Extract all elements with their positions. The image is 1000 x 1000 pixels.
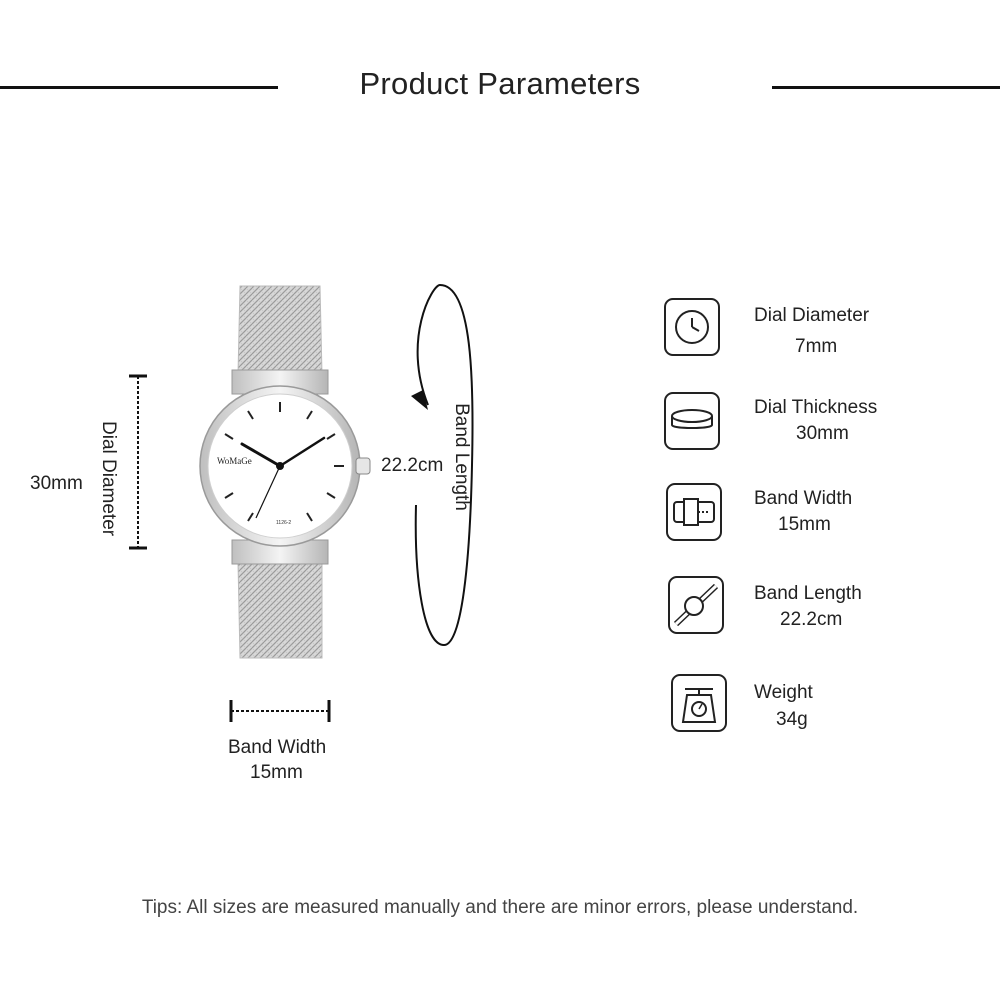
param-weight-value: 34g — [776, 709, 808, 730]
band-width-icon — [666, 483, 722, 541]
top-band — [238, 286, 322, 374]
param-dial-thickness-name: Dial Thickness — [754, 397, 878, 418]
param-band-width-name: Band Width — [754, 488, 853, 509]
band-width-value: 15mm — [250, 762, 303, 783]
watch-image — [180, 270, 400, 670]
clock-icon — [664, 298, 720, 356]
dial-diameter-vertical-value: 30mm — [30, 473, 83, 494]
band-length-icon — [668, 576, 724, 634]
watch-crown — [356, 458, 370, 474]
band-width-bracket — [228, 698, 332, 724]
band-width-label: Band Width — [228, 737, 327, 758]
page-title: Product Parameters — [359, 66, 641, 101]
param-band-length-name: Band Length — [754, 583, 862, 604]
dial-diameter-vertical-label: Dial Diameter — [98, 421, 119, 537]
param-band-length-value: 22.2cm — [780, 609, 843, 630]
band-length-value-label: 22.2cm — [381, 455, 444, 476]
watch-illustration — [180, 270, 400, 670]
dial-thickness-icon — [664, 392, 720, 450]
watch-brand-label: WoMaGe — [217, 456, 252, 466]
footer-tips: Tips: All sizes are measured manually and there are minor errors, please understand. — [141, 897, 859, 918]
param-weight-name: Weight — [754, 682, 813, 703]
param-dial-thickness-value: 30mm — [796, 423, 849, 444]
scale-icon — [671, 674, 727, 732]
band-length-vertical-label: Band Length — [451, 403, 472, 511]
watch-model-label: 1126-2 — [276, 520, 292, 526]
bottom-band — [238, 562, 322, 658]
param-dial-diameter-value: 7mm — [795, 336, 838, 357]
dial-diameter-bracket — [126, 372, 150, 552]
param-band-width-value: 15mm — [778, 514, 831, 535]
param-dial-diameter-name: Dial Diameter — [754, 305, 870, 326]
